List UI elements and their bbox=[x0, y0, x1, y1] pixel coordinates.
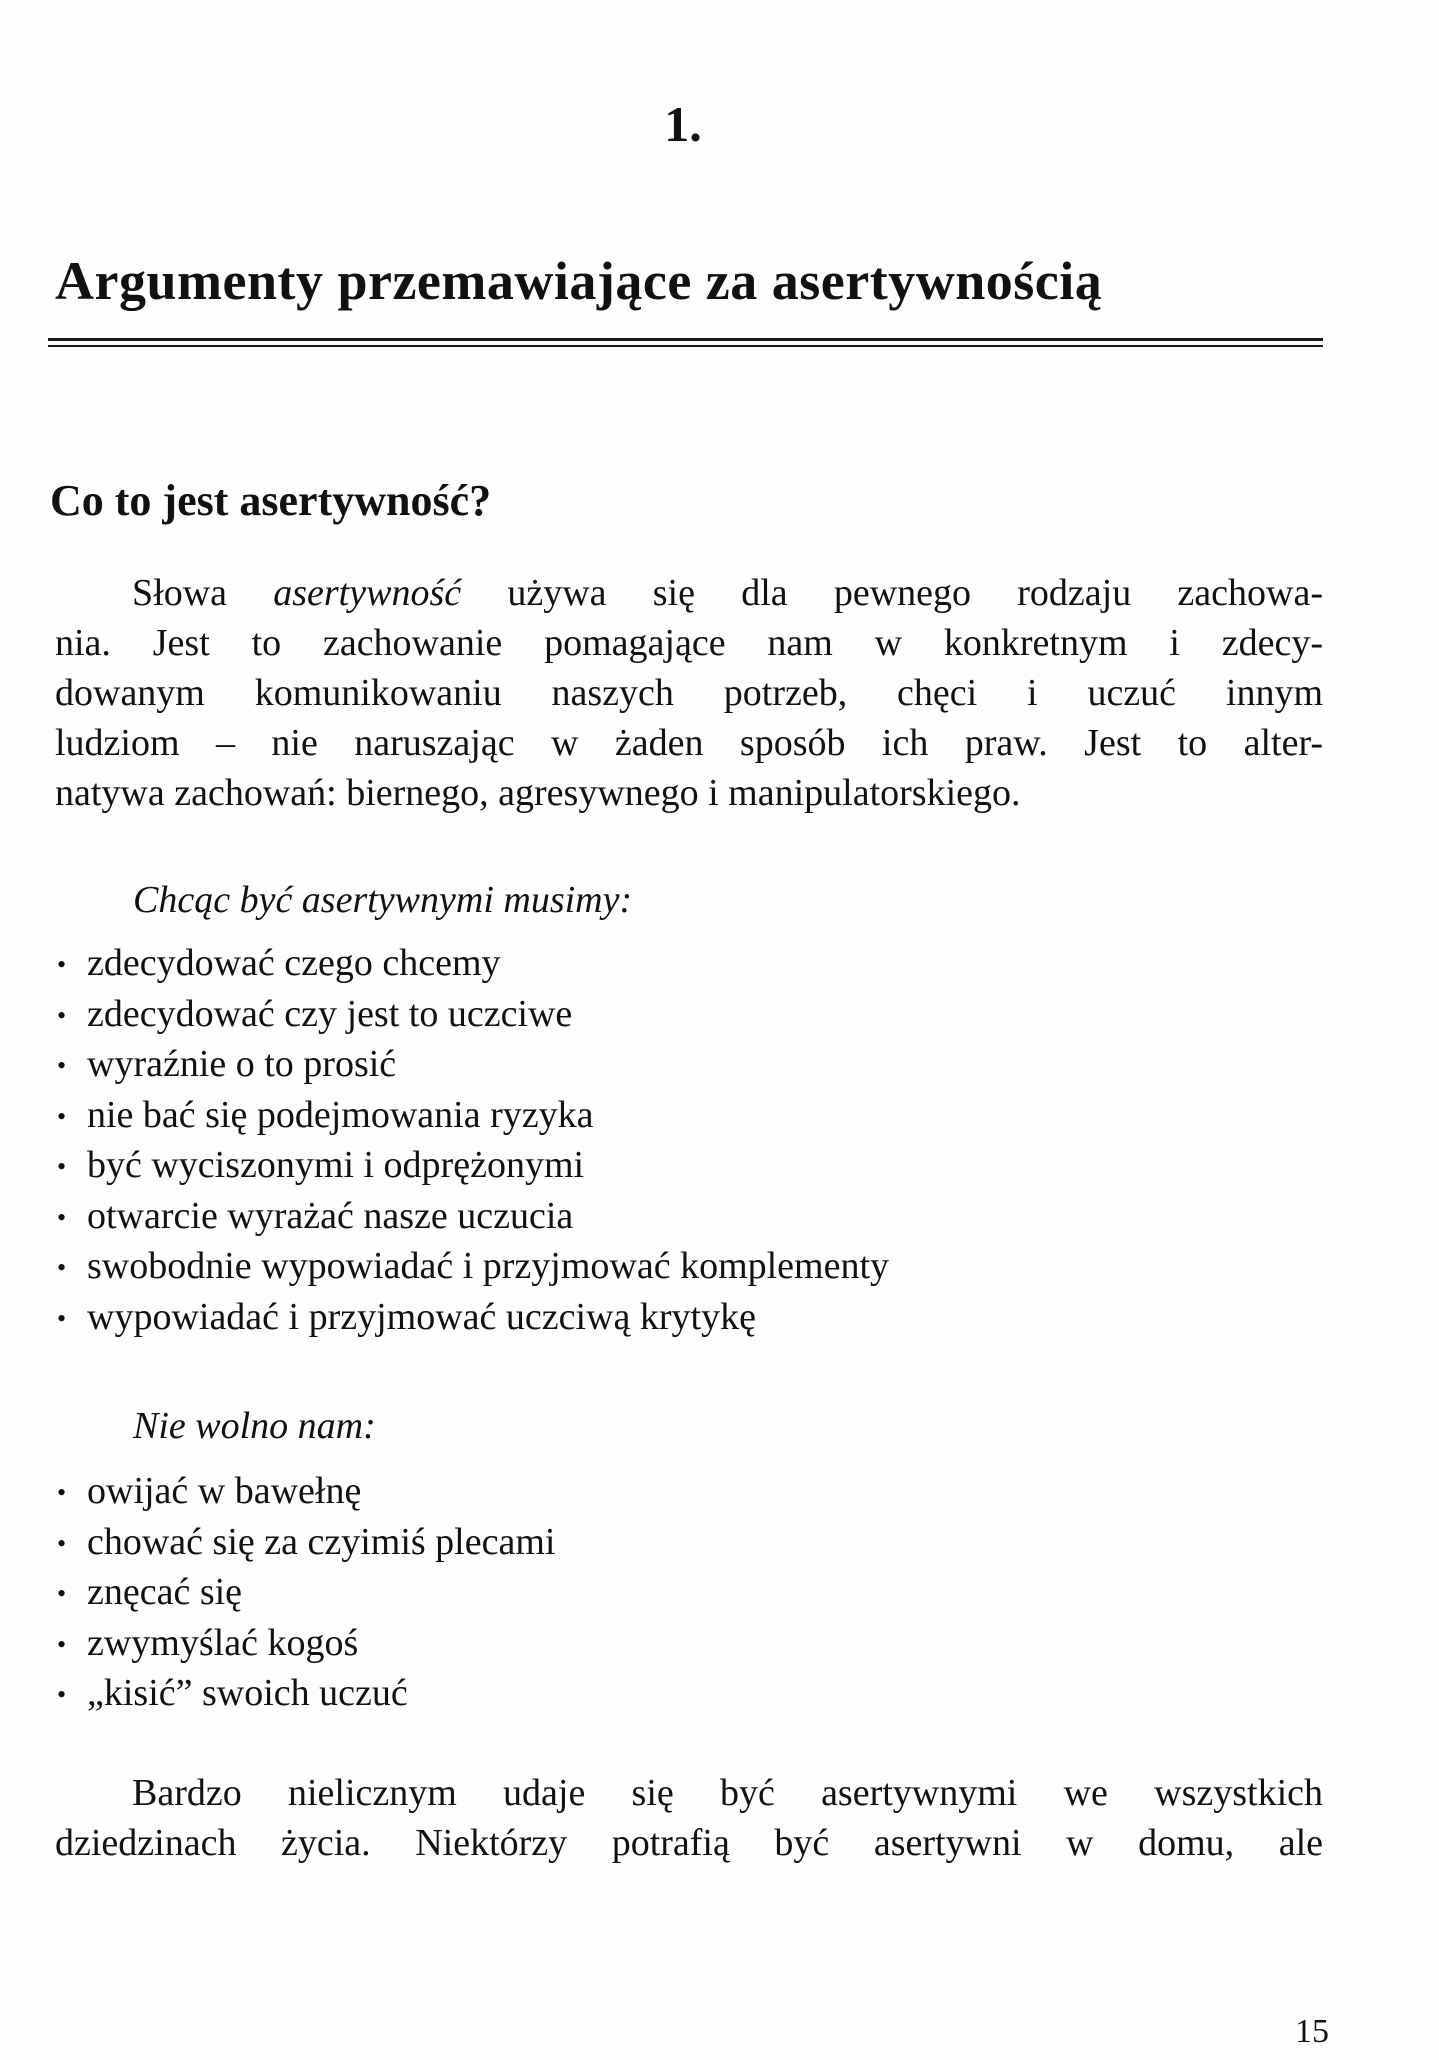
bullet-icon: • bbox=[57, 1051, 67, 1080]
list-item bbox=[57, 989, 889, 1040]
list-item bbox=[57, 1090, 889, 1141]
paragraph-line bbox=[55, 568, 1323, 618]
bullet-icon: • bbox=[57, 1478, 67, 1507]
bullet-icon: • bbox=[57, 1579, 67, 1608]
list-item-text: zdecydować czego chcemy bbox=[87, 942, 501, 984]
bullet-icon: • bbox=[57, 1101, 67, 1131]
title-rule-thick bbox=[48, 338, 1323, 341]
list-item-text: zwymyślać kogoś bbox=[87, 1621, 359, 1664]
forbidden-list bbox=[57, 1466, 555, 1719]
emphasized-term: asertywność bbox=[273, 572, 462, 614]
list-item bbox=[57, 1241, 889, 1292]
list-item-text: wypowiadać i przyjmować uczciwą krytykę bbox=[87, 1295, 756, 1338]
section-heading: Co to jest asertywność? bbox=[50, 476, 492, 525]
paragraph-line: ludziom – nie naruszając w żaden sposób ich praw. Jest to alter- bbox=[55, 722, 1323, 764]
title-rule-thin bbox=[48, 345, 1323, 347]
list-item-text: „kisić” swoich uczuć bbox=[87, 1672, 408, 1714]
bullet-icon: • bbox=[57, 1629, 67, 1659]
bullet-icon: • bbox=[57, 950, 67, 979]
bullet-icon: • bbox=[57, 1303, 67, 1333]
list-item-text: chować się za czyimiś plecami bbox=[87, 1520, 556, 1563]
paragraph-line: dowanym komunikowaniu naszych potrzeb, chęci i uczuć innym bbox=[55, 672, 1323, 714]
bullet-icon: • bbox=[57, 1528, 67, 1558]
list-item-text: zdecydować czy jest to uczciwe bbox=[87, 992, 573, 1035]
must-list bbox=[57, 938, 889, 1342]
must-list-heading: Chcąc być asertywnymi musimy: bbox=[133, 879, 633, 921]
paragraph-line: natywa zachowań: biernego, agresywnego i manipulatorskiego. bbox=[55, 772, 1021, 814]
bullet-icon: • bbox=[57, 1000, 67, 1030]
intro-paragraph bbox=[55, 568, 1323, 818]
list-item-text: swobodnie wypowiadać i przyjmować komplementy bbox=[87, 1245, 890, 1287]
list-item-text: owijać w bawełnę bbox=[87, 1470, 362, 1512]
line-text: używa się dla pewnego rodzaju zachowa- bbox=[461, 572, 1323, 614]
list-item bbox=[57, 1140, 889, 1191]
page-number: 15 bbox=[1295, 2013, 1329, 2050]
list-item bbox=[57, 1618, 555, 1669]
list-item bbox=[57, 1191, 889, 1242]
list-item bbox=[57, 938, 889, 989]
paragraph-line: dziedzinach życia. Niektórzy potrafią być asertywni w domu, ale bbox=[55, 1822, 1323, 1864]
list-item bbox=[57, 1668, 555, 1719]
list-item-text: znęcać się bbox=[87, 1571, 243, 1613]
chapter-title: Argumenty przemawiające za asertywnością bbox=[55, 251, 1103, 311]
line-text: Słowa bbox=[132, 572, 274, 614]
list-item bbox=[57, 1567, 555, 1618]
list-item bbox=[57, 1292, 889, 1343]
bullet-icon: • bbox=[57, 1202, 67, 1232]
closing-paragraph bbox=[55, 1768, 1323, 1868]
list-item bbox=[57, 1039, 889, 1090]
bullet-icon: • bbox=[57, 1152, 67, 1181]
bullet-icon: • bbox=[57, 1680, 67, 1709]
list-item-text: być wyciszonymi i odprężonymi bbox=[87, 1144, 585, 1186]
bullet-icon: • bbox=[57, 1253, 67, 1282]
forbidden-list-heading: Nie wolno nam: bbox=[133, 1405, 376, 1447]
paragraph-line: Bardzo nielicznym udaje się być asertywnymi we wszystkich bbox=[132, 1772, 1323, 1814]
list-item-text: nie bać się podejmowania ryzyka bbox=[87, 1093, 594, 1136]
list-item bbox=[57, 1466, 555, 1517]
list-item-text: wyraźnie o to prosić bbox=[87, 1043, 397, 1085]
list-item bbox=[57, 1517, 555, 1568]
list-item-text: otwarcie wyrażać nasze uczucia bbox=[87, 1194, 574, 1237]
paragraph-line: nia. Jest to zachowanie pomagające nam w konkretnym i zdecy- bbox=[55, 622, 1323, 664]
chapter-number: 1. bbox=[664, 96, 702, 152]
